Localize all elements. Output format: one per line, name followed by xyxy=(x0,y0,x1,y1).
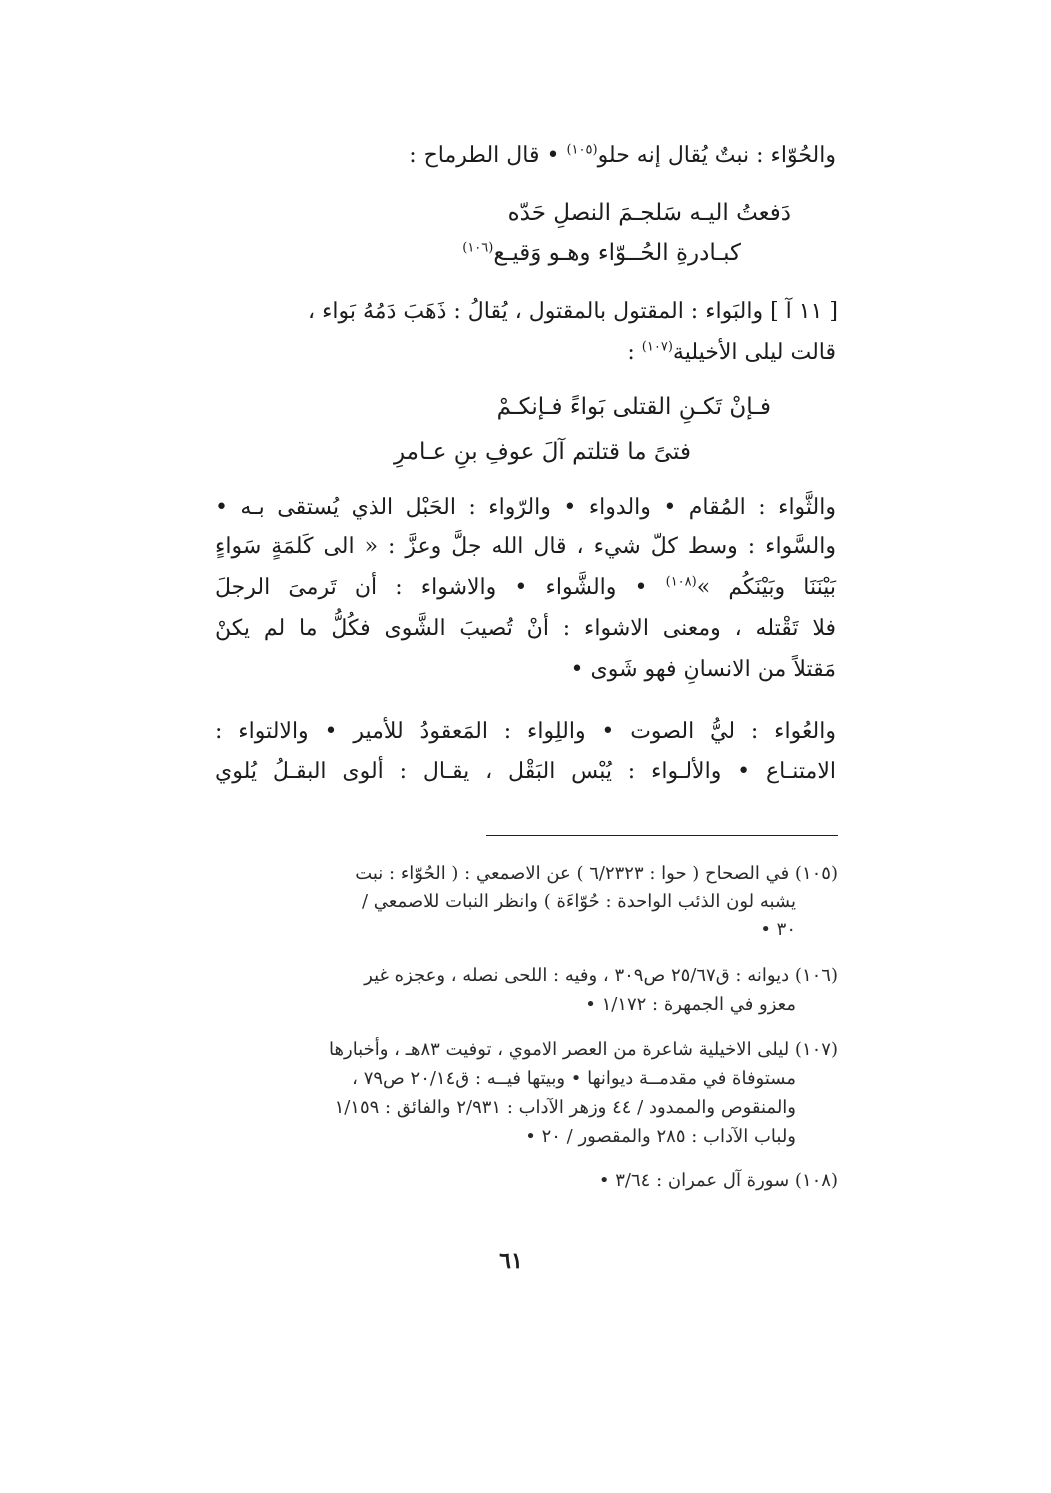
verse-hemistich: فـإنْ تَكـنِ القتلى بَواءً فـإنكـمْ xyxy=(496,394,771,420)
verse-hemistich: دَفعتُ اليـه سَلجـمَ النصلِ حَدّه xyxy=(507,200,791,226)
footnote-number: (١٠٨) xyxy=(794,1170,838,1191)
text-run: بَيْنَنَا وبَيْنَكُم » xyxy=(696,575,836,600)
footnote-text: ٣٠ • xyxy=(760,919,796,940)
verse-hemistich: فتىً ما قتلتم آلَ عوفِ بنِ عـامرِ xyxy=(393,439,691,465)
text-run: • قال الطرماح : xyxy=(409,143,560,168)
text-line: والعُواء : ليُّ الصوت • واللِواء : المَعقودُ للأمير • والالتواء : xyxy=(215,719,836,744)
footnote xyxy=(329,1036,838,1063)
text-line: مَقتلاً من الانسانِ فهو شَوى • xyxy=(570,657,836,682)
footnote-text: ديوانه : ق٢٥/٦٧ ص٣٠٩ ، وفيه : اللحى نصله ، وعجزه غير xyxy=(364,965,790,986)
text-line: والسَّواء : وسط كلّ شيء ، قال الله جلَّ وعزَّ : « الى كَلمَةٍ سَواءٍ xyxy=(215,534,836,559)
footnote xyxy=(599,1167,838,1194)
text-run: والحُوّاء : نبتٌ يُقال إنه حلو xyxy=(597,143,836,168)
footnote-ref: (١٠٥) xyxy=(566,142,598,158)
footnote-text: في الصحاح ( حوا : ٦/٢٣٢٣ ) عن الاصمعي : ( الحُوّاء : نبت xyxy=(355,863,790,884)
footnote-text: معزو في الجمهرة : ١/١٧٢ • xyxy=(585,994,796,1015)
text-run: كبـادرةِ الحُــوّاء وهـو وَقيـع xyxy=(493,240,741,266)
text-line: الامتنـاع • والألـواء : يُبْس البَقْل ، يقـال : ألوى البقـلُ يُلوي xyxy=(215,759,836,784)
footnote-separator xyxy=(486,835,838,836)
footnote-text: سورة آل عمران : ٣/٦٤ • xyxy=(598,1170,790,1191)
page-number: ٦١ xyxy=(499,1248,523,1274)
footnote xyxy=(355,860,838,887)
footnote xyxy=(364,962,838,989)
footnote-text: ولباب الآداب : ٢٨٥ والمقصور / ٢٠ • xyxy=(525,1126,796,1147)
text-run: • والشَّواء • والاشواء : أن تَرمىَ الرجلَ xyxy=(215,575,648,600)
text-line: فلا تَقْتله ، ومعنى الاشواء : أنْ تُصيبَ الشَّوى فكُلُّ ما لم يكنْ xyxy=(215,616,836,641)
footnote-ref: (١٠٦) xyxy=(462,240,494,256)
footnote-text: والمنقوص والممدود / ٤٤ وزهر الآداب : ٢/٩٣١ والفائق : ١/١٥٩ xyxy=(334,1097,796,1118)
footnote-ref: (١٠٧) xyxy=(641,339,673,355)
footnote-text: مستوفاة في مقدمــة ديوانها • وبيتها فيــه : ق٢٠/١٤ ص٧٩ ، xyxy=(352,1068,796,1089)
text-line xyxy=(409,141,836,171)
text-run: قالت ليلى الأخيلية xyxy=(672,340,836,365)
text-line xyxy=(627,338,836,368)
footnote-text: يشبه لون الذئب الواحدة : حُوّاءَة ) وانظر النبات للاصمعي / xyxy=(361,891,796,912)
footnote-ref: (١٠٨) xyxy=(665,574,697,590)
verse-hemistich xyxy=(462,238,741,268)
footnote-text: ليلى الاخيلية شاعرة من العصر الاموي ، توفيت ٨٣هـ ، وأخبارها xyxy=(329,1039,790,1060)
footnote-number: (١٠٦) xyxy=(794,965,838,986)
text-line: والثَّواء : المُقام • والدواء • والرّواء : الحَبْل الذي يُستقى بـه • xyxy=(215,495,836,520)
footnote-number: (١٠٥) xyxy=(794,863,838,884)
text-line xyxy=(215,573,836,603)
footnote-number: (١٠٧) xyxy=(794,1039,838,1060)
text-line: [ ١١ آ ] والبَواء : المقتول بالمقتول ، يُقالُ : ذَهَبَ دَمُهُ بَواء ، xyxy=(307,299,838,324)
text-run: : xyxy=(627,340,635,365)
